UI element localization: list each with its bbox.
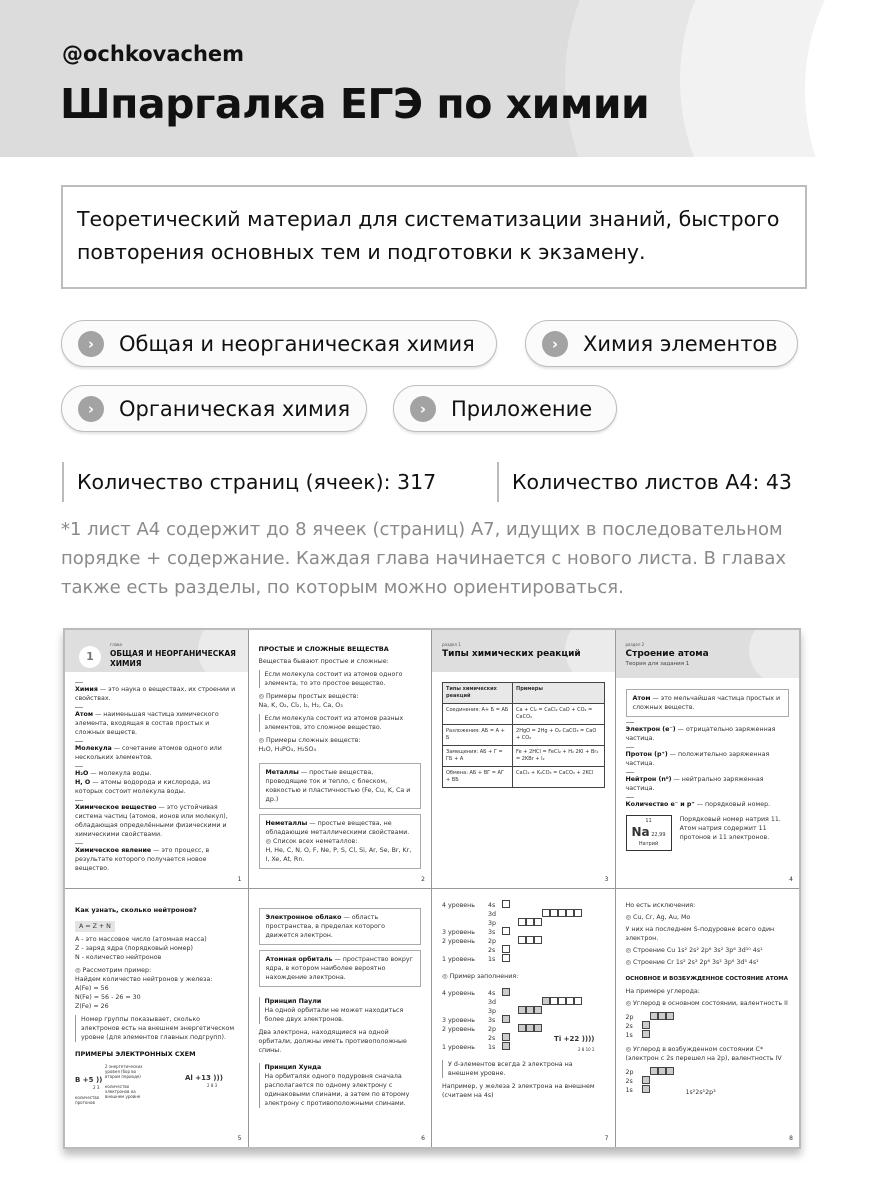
note: У d-элементов всегда 2 электрона на внешнем уровне. (442, 1060, 605, 1078)
definition-item (75, 744, 238, 762)
nonmetals-box (259, 814, 422, 869)
text: Вещества бывают простые и сложные: (258, 658, 389, 665)
orbital-cell (642, 1021, 650, 1029)
text: Найдем количество нейтронов у железа: (75, 975, 213, 983)
definition: — область пространства, в пределах которого движется электрон. (265, 913, 385, 939)
text: A - это массовое число (атомная масса) (75, 935, 207, 943)
orbital-cell (518, 936, 526, 944)
orbital-cell (502, 1042, 510, 1050)
text: ◎ Пример заполнения: (442, 972, 519, 980)
text: ◎ Примеры простых веществ: (258, 693, 359, 700)
orbital-cell (550, 909, 558, 917)
orbital-cell (558, 909, 566, 917)
cell: Разложения: АБ = А + Б (443, 725, 513, 746)
sublevel-label: 4s (488, 901, 496, 909)
divider (626, 747, 634, 748)
cell: Замещения: АБ + Г = ГБ + А (443, 746, 513, 767)
formula: A = Z + N (75, 921, 115, 932)
definition: — порядковый номер. (694, 801, 771, 808)
section-title: Как узнать, сколько нейтронов? (75, 905, 197, 914)
term: Химическое явление (75, 847, 152, 854)
sublevel-label: 2p (625, 1013, 634, 1021)
term: Количество e⁻ и p⁺ (625, 801, 695, 808)
chip-elements-chemistry[interactable] (525, 320, 798, 367)
sublevel-label: 1s (625, 1031, 633, 1039)
pages-count: Количество страниц (ячеек): 317 (62, 462, 436, 502)
scheme: Al +13 ))) (185, 1073, 223, 1082)
description-box: Теоретический материал для систематизации знаний, быстрого повторения основных тем и подготовки к экзамену. (61, 185, 807, 289)
definition: — это наука о веществах, их строении и свойствах. (75, 686, 236, 702)
scheme: Ti +22 )))) (554, 1034, 595, 1043)
orbital-cell (518, 918, 526, 926)
orbital-cell (666, 1067, 674, 1075)
decor-circle (805, 0, 870, 157)
sublevel-label: 2p (488, 937, 497, 945)
definition: — отрицательно заряженная частица. (625, 726, 776, 742)
preview-page-2 (249, 630, 433, 889)
text: H₂O, H₃PO₄, H₂SO₄ (258, 746, 316, 753)
definition-item (626, 725, 790, 743)
orbital-row (442, 1025, 605, 1034)
author-handle: @ochkovachem (62, 42, 245, 66)
orbital-cell (526, 1006, 534, 1014)
definition: — сочетание атомов одного или нескольких элементов. (75, 745, 222, 761)
text: N - количество нейтронов (75, 953, 162, 961)
orbital-cell (518, 1024, 526, 1032)
preview-page-4 (616, 630, 800, 889)
orbital-cells (502, 927, 510, 938)
orbital-cell (658, 1012, 666, 1020)
sublevel-label: 3d (488, 998, 497, 1006)
cell: CaCl₂ + K₂CO₃ = CaCO₃ + 2KCl (513, 767, 604, 788)
orbital-cell (558, 997, 566, 1005)
orbital-cell (502, 927, 510, 935)
section-title: ОСНОВНОЕ И ВОЗБУЖДЕННОЕ СОСТОЯНИЕ АТОМА (625, 975, 789, 982)
chapter-title: ОБЩАЯ И НЕОРГАНИЧЕСКАЯ ХИМИЯ (110, 649, 236, 668)
page-number: 1 (237, 875, 242, 883)
term: Протон (p⁺) (625, 751, 668, 758)
sublevel-label: 2s (625, 1077, 633, 1085)
term: Атом (632, 695, 651, 702)
orbital-cells (542, 909, 582, 920)
term: Химическое вещество (75, 804, 157, 811)
level-label: 2 уровень (442, 937, 475, 945)
orbital-cell (526, 936, 534, 944)
orbital-cells (518, 1006, 542, 1017)
page-number: 8 (789, 1135, 793, 1142)
footnote: *1 лист А4 содержит до 8 ячеек (страниц) А7, идущих в последовательном порядке + содержание. Каждая глава начинается с нового листа. В главах также есть разделы, по которым можно ориентироваться. (61, 519, 787, 598)
orbital-cells (518, 918, 542, 929)
orbital-diagram (626, 1013, 790, 1040)
definition-item (75, 685, 238, 703)
level-label: 1 уровень (442, 1043, 475, 1051)
pauli-principle (259, 997, 422, 1024)
definition: — это мельчайшая частица простых и сложных веществ. (632, 695, 781, 711)
chip-label: Приложение (451, 396, 593, 421)
sublevel-label: 4s (488, 989, 496, 997)
column-header: Примеры (513, 683, 604, 704)
chevron-right-icon: › (542, 331, 568, 357)
note: Если молекула состоит из атомов одного элемента, то это простое вещество. (259, 670, 422, 688)
text: У них на последнем S-подуровне всего один электрон. (625, 925, 775, 942)
orbital-cell (574, 909, 582, 917)
orbital-cell (526, 918, 534, 926)
orbital-cells (650, 1067, 674, 1078)
header-banner (0, 0, 870, 157)
term: Электрон (e⁻) (625, 726, 676, 733)
cell: Ca + Cl₂ = CaCl₂ CaO + CO₂ = CaCO₃ (513, 704, 604, 725)
orbital-cells (502, 954, 510, 965)
chapter-kicker: глава (110, 642, 122, 647)
text: На примере углерода: (625, 987, 700, 995)
level-label: 1 уровень (442, 955, 475, 963)
orbital-cell (526, 1024, 534, 1032)
preview-page-6 (249, 889, 433, 1148)
label: 2 энергетических уровня (бор во втором периоде) (105, 1063, 143, 1079)
orbital-row (442, 1007, 605, 1016)
orbital-row (442, 946, 605, 955)
divider (75, 800, 83, 801)
orbital-cell (574, 997, 582, 1005)
term: Нейтрон (n⁰) (625, 776, 672, 783)
orbital-cell (502, 954, 510, 962)
level-label: 4 уровень (442, 901, 475, 909)
orbital-cell (534, 1024, 542, 1032)
definition-item (75, 710, 238, 737)
preview-page-8 (616, 889, 800, 1148)
text: ◎ Примеры сложных веществ: (258, 737, 361, 744)
text: H, He, C, N, O, F, Ne, P, S, Cl, Si, Ar, Se, Br, Kr, I, Xe, At, Rn. (265, 847, 412, 863)
definition: — наименьшая частица химического элемента, входящая в состав простых и сложных веществ. (75, 711, 219, 736)
text: ◎ Углерод в основном состоянии, валентность II (625, 999, 788, 1007)
preview-page-7 (432, 889, 616, 1148)
sublevel-label: 2p (488, 1025, 497, 1033)
orbital-cells (642, 1030, 650, 1041)
orbital-cells (542, 997, 582, 1008)
cell: Fe + 2HCl = FeCl₂ + H₂ 2KI + Br₂ = 2KBr + I₂ (513, 746, 604, 767)
orbital-cell (642, 1085, 650, 1093)
section-title: ПРОСТЫЕ И СЛОЖНЫЕ ВЕЩЕСТВА (258, 645, 389, 653)
orbital-cell (642, 1030, 650, 1038)
orbital-cell (534, 936, 542, 944)
table-row (443, 746, 605, 767)
table-row (443, 704, 605, 725)
text: Z - заряд ядра (порядковый номер) (75, 944, 193, 952)
text: Z(Fe) = 26 (75, 1002, 109, 1010)
term: Принцип Хунда (264, 1063, 322, 1071)
orbital-box (259, 950, 422, 987)
page-number: 7 (604, 1135, 609, 1142)
definition-item (626, 750, 790, 768)
preview-page-1 (65, 630, 249, 889)
definition-item (626, 800, 790, 809)
orbital-cell (518, 1006, 526, 1014)
chapter-number: 1 (79, 646, 101, 668)
orbital-row (626, 1068, 790, 1077)
text: Но есть исключения: (625, 901, 696, 909)
divider (75, 843, 83, 844)
text: ◎ Строение Cu 1s² 2s² 2p⁶ 3s² 3p⁶ 3d¹⁰ 4s¹ (625, 946, 763, 954)
table-row (443, 725, 605, 746)
orbital-row (442, 919, 605, 928)
sodium-example (626, 815, 790, 851)
page-body (65, 672, 248, 879)
definition-item (626, 775, 790, 793)
orbital-cell (658, 1067, 666, 1075)
orbital-cell (502, 1015, 510, 1023)
sheets-count: Количество листов А4: 43 (497, 462, 792, 502)
page-number: 5 (237, 1135, 242, 1142)
text: ◎ Рассмотрим пример: (75, 966, 152, 974)
chevron-right-icon: › (410, 396, 436, 422)
page-number: 4 (789, 875, 793, 883)
orbital-cell (542, 909, 550, 917)
text: ◎ Строение Cr 1s² 2s² 2p⁶ 3s² 3p⁶ 3d⁵ 4s¹ (625, 958, 759, 966)
divider (626, 722, 634, 723)
definition: — молекула воды. (88, 770, 152, 777)
orbital-cell (502, 1033, 510, 1041)
label: количество электронов на внешнем уровне (105, 1083, 141, 1099)
section-title: Типы химических реакций (442, 649, 581, 659)
term: H₂O (75, 770, 89, 777)
preview-page-3 (432, 630, 616, 889)
divider (626, 797, 634, 798)
definition: — это процесс, в результате которого получается новое вещество. (75, 847, 210, 872)
orbital-cell (502, 945, 510, 953)
term: Атом (75, 711, 93, 718)
definition: — это устойчивая система частиц (атомов, ионов или молекул), обладающая определёнными физическими и химическими свойствами. (75, 804, 228, 838)
chip-label: Органическая химия (119, 396, 351, 421)
orbital-diagram (442, 901, 605, 964)
definition: — нейтрально заряженная частица. (625, 776, 764, 792)
definition: — положительно заряженная частица. (625, 751, 770, 767)
orbital-cell (550, 997, 558, 1005)
chevron-right-icon: › (78, 331, 104, 357)
orbital-cell (666, 1012, 674, 1020)
level-label: 4 уровень (442, 989, 475, 997)
orbital-cell (650, 1012, 658, 1020)
orbital-cell (566, 909, 574, 917)
orbital-cell (566, 997, 574, 1005)
definition-item (75, 778, 238, 796)
definition-item (75, 846, 238, 873)
text: Два электрона, находящиеся на одной орбитали, должны иметь противоположные спины. (258, 1028, 407, 1054)
orbital-cell (650, 1067, 658, 1075)
divider (75, 707, 83, 708)
definition-item (75, 803, 238, 839)
orbital-cells (518, 1024, 542, 1035)
orbital-cell (542, 997, 550, 1005)
sublevel-label: 2s (488, 1034, 496, 1042)
divider (75, 741, 83, 742)
electron-schemes (75, 1062, 238, 1106)
orbital-cells (650, 1012, 674, 1023)
metals-box (259, 763, 422, 809)
chip-general-chemistry[interactable] (61, 320, 497, 367)
section-title: ПРИМЕРЫ ЭЛЕКТРОННЫХ СХЕМ (75, 1049, 196, 1058)
orbital-cells (502, 1042, 510, 1053)
chevron-right-icon: › (78, 396, 104, 422)
term: Атомная орбиталь (265, 955, 333, 963)
orbital-row (626, 1022, 790, 1031)
sublevel-label: 1s (488, 1043, 496, 1051)
chip-label: Химия элементов (583, 331, 778, 356)
orbital-row (626, 1013, 790, 1022)
term: Электронное облако (265, 913, 342, 921)
orbital-row (442, 937, 605, 946)
definition-item (75, 769, 238, 778)
text: Na, K, O₂, Cl₂, I₂, H₂, Ca, O₃ (258, 702, 343, 709)
element-name: Натрий (638, 841, 659, 847)
text: На одной орбитали не может находиться более двух электронов. (264, 1006, 404, 1023)
text: Порядковый номер натрия 11. Атом натрия содержит 11 протонов и 11 электронов. (679, 816, 781, 841)
page-number: 6 (421, 1135, 425, 1142)
sublevel-label: 2p (625, 1068, 634, 1076)
level-label: 3 уровень (442, 928, 475, 936)
note: Номер группы показывает, сколько электронов есть на внешнем энергетическом уровне (для элементов главных подгрупп). (75, 1015, 238, 1042)
sublevel-label: 1s (625, 1086, 633, 1094)
cell: Соединения: А+ Б = АБ (443, 704, 513, 725)
term: Химия (75, 686, 98, 693)
level-label: 2 уровень (442, 1025, 475, 1033)
definition: — простые вещества, проводящие ток и тепло, с блеском, ковкостью и пластичностью (Fe, Cu, K, Ca и др.) (265, 769, 411, 803)
page-title: Шпаргалка ЕГЭ по химии (60, 80, 650, 128)
orbital-row (442, 955, 605, 964)
atomic-mass: 22,99 (651, 832, 666, 838)
text: N(Fe) = 56 - 26 = 30 (75, 993, 141, 1001)
text: ◎ Углерод в возбужденном состоянии C* (электрон с 2s перешел на 2p), валентность IV (625, 1045, 782, 1062)
sublevel-label: 2s (625, 1022, 633, 1030)
divider (626, 772, 634, 773)
term: Неметаллы (265, 820, 308, 827)
atomic-number: 11 (645, 818, 652, 824)
note: Если молекула состоит из атомов разных элементов, это сложное вещество. (259, 714, 422, 732)
preview-page-5 (65, 889, 249, 1148)
sublevel-label: 3p (488, 1007, 497, 1015)
text: A(Fe) = 56 (75, 984, 109, 992)
page-number: 3 (604, 875, 609, 883)
text: Например, у железа 2 электрона на внешнем (считаем на 4s) (442, 1082, 595, 1099)
element-card (626, 815, 672, 851)
scheme-electrons: 2 8 3 (207, 1082, 218, 1088)
hund-principle (259, 1063, 422, 1108)
chip-label: Общая и неорганическая химия (119, 331, 475, 356)
page-number: 2 (421, 875, 425, 883)
orbital-row (626, 1077, 790, 1086)
term: Молекула (75, 745, 112, 752)
divider (75, 766, 83, 767)
term: Принцип Паули (264, 997, 322, 1005)
definition: — простые вещества, не обладающие металлическими свойствами. (265, 820, 410, 836)
scheme: B +5 )) (75, 1075, 103, 1084)
table-row (443, 767, 605, 788)
sublevel-label: 3s (488, 1016, 496, 1024)
sublevel-label: 3s (488, 928, 496, 936)
level-label: 3 уровень (442, 1016, 475, 1024)
section-kicker: раздел 2 (625, 642, 645, 647)
scheme-electrons: 2 3 (93, 1084, 100, 1090)
column-header: Типы химических реакций (443, 683, 513, 704)
reactions-table (442, 682, 605, 788)
orbital-cells (502, 1015, 510, 1026)
sublevel-label: 1s (488, 955, 496, 963)
orbital-cell (642, 1076, 650, 1084)
formula: 1s²2s¹2p³ (685, 1088, 716, 1096)
chip-appendix[interactable] (393, 385, 617, 432)
element-symbol: Na (631, 825, 650, 839)
cell: 2HgO = 2Hg + O₂ CaCO₃ = CaO + CO₂ (513, 725, 604, 746)
term: H, O (75, 779, 91, 786)
orbital-cell (502, 900, 510, 908)
label: количество протонов (75, 1094, 100, 1105)
section-kicker: раздел 1 (442, 642, 461, 647)
sublevel-label: 3d (488, 910, 497, 918)
text: На орбиталях одного подуровня сначала располагается по одному электрону с одинаковыми спинами, а затем по второму электрону с противоположными спинами. (264, 1072, 410, 1107)
cell: Обмена: АБ + ВГ = АГ + ВБ (443, 767, 513, 788)
term: Металлы (265, 769, 299, 776)
section-title: Строение атома (625, 649, 709, 659)
section-subtitle: Теория для задания 1 (625, 661, 690, 667)
orbital-cells (502, 988, 510, 999)
definition: — атомы водорода и кислорода, из которых состоит молекула воды. (75, 779, 211, 795)
definition: — пространство вокруг ядра, в котором наиболее вероятно нахождение электрона. (265, 955, 413, 981)
orbital-cell (502, 988, 510, 996)
orbital-cell (534, 918, 542, 926)
text: ◎ Список всех неметаллов: (265, 838, 358, 845)
orbital-cell (534, 1006, 542, 1014)
cloud-box (259, 908, 422, 945)
orbital-cells (518, 936, 542, 947)
a4-preview-sheet (63, 628, 801, 1149)
sublevel-label: 2s (488, 946, 496, 954)
orbital-cells (502, 900, 510, 911)
text: ◎ Cu, Cr, Ag, Au, Mo (625, 913, 691, 921)
sublevel-label: 3p (488, 919, 497, 927)
atom-box (626, 689, 790, 717)
orbital-cells (642, 1085, 650, 1096)
scheme-electrons: 2 8 10 2 (577, 1046, 595, 1052)
orbital-row (626, 1031, 790, 1040)
divider (75, 682, 83, 683)
chip-organic-chemistry[interactable] (61, 385, 367, 432)
